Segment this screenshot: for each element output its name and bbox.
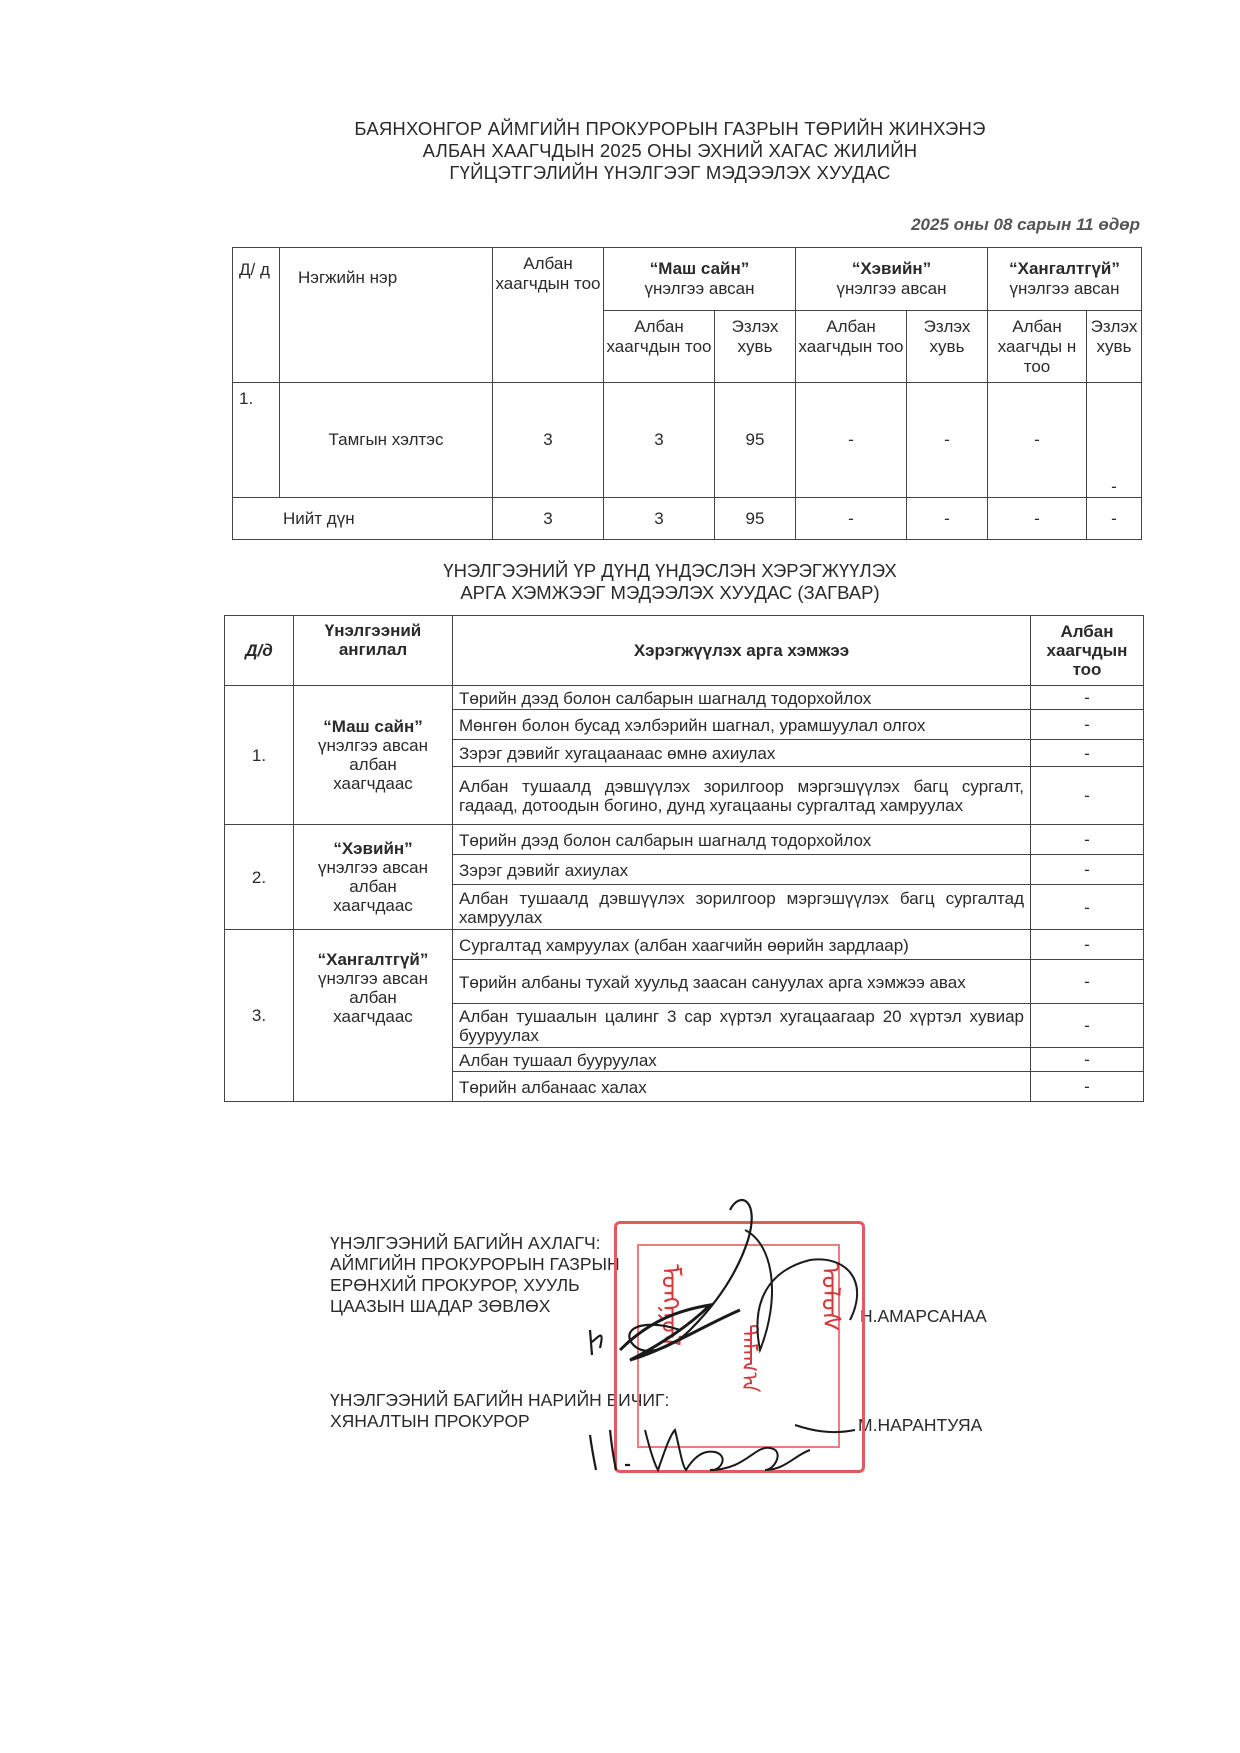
sub-share-excellent: Эзлэх хувь: [715, 311, 796, 383]
group-3-action-1: Сургалтад хамруулах (албан хаагчийн өөрийн зардлаар): [453, 930, 1031, 960]
group-1-action-3: Зэрэг дэвийг хугацаанаас өмнө ахиулах: [453, 740, 1031, 767]
sub-count-excellent: Албан хаагчдын тоо: [604, 311, 715, 383]
group-poor-sub: үнэлгээ авсан: [1009, 279, 1120, 298]
group-1-action-1: Төрийн дээд болон салбарын шагналд тодорхойлох: [453, 686, 1031, 710]
group-2-category-title: “Хэвийн”: [333, 839, 413, 858]
group-3-action-5: Төрийн албанаас халах: [453, 1072, 1031, 1102]
group-poor-title: “Хангалтгүй”: [1009, 259, 1120, 278]
group-3-action-2: Төрийн албаны тухай хуульд заасан сануулах арга хэмжээ авах: [453, 960, 1031, 1004]
group-2-category: [294, 825, 453, 930]
group-excellent-sub: үнэлгээ авсан: [644, 279, 755, 298]
col-category-header: Үнэлгээний ангилал: [294, 616, 453, 686]
group-3-category-title: “Хангалтгүй”: [317, 950, 429, 969]
group-normal-sub: үнэлгээ авсан: [836, 279, 947, 298]
secretary-line-1: ҮНЭЛГЭЭНИЙ БАГИЙН НАРИЙН БИЧИГ:: [330, 1390, 670, 1410]
group-2-action-2: Зэрэг дэвийг ахиулах: [453, 855, 1031, 885]
group-3-action-4: Албан тушаал бууруулах: [453, 1048, 1031, 1072]
stamp-script-center-icon: ᠲᠠᠮᠠᠭ᠎ᠠ: [736, 1324, 761, 1393]
head-line-1: ҮНЭЛГЭЭНИЙ БАГИЙН АХЛАГЧ:: [330, 1233, 601, 1253]
group-2-category-rest: үнэлгээ авсан албан хаагчдаас: [317, 858, 429, 915]
table-row: [233, 383, 1142, 498]
group-1-category-title: “Маш сайн”: [323, 717, 423, 736]
group-1-count-3: -: [1031, 740, 1144, 767]
stamp-script-right-icon: ᠤᠯᠤᠰ: [815, 1264, 845, 1332]
row-norm-count: -: [796, 383, 907, 498]
section-subtitle: [300, 560, 1040, 604]
group-normal-header: [796, 248, 988, 311]
measures-table: [224, 615, 1144, 1102]
row-staff: 3: [493, 383, 604, 498]
group-2-action-1: Төрийн дээд болон салбарын шагналд тодорхойлох: [453, 825, 1031, 855]
group-2-count-3: -: [1031, 885, 1144, 930]
group-poor-header: [988, 248, 1142, 311]
total-poor-share: -: [1087, 498, 1142, 540]
group-1-count-4: -: [1031, 767, 1144, 825]
document-date: 2025 оны 08 сарын 11 өдөр: [911, 215, 1140, 234]
document-title: [300, 118, 1040, 184]
group-excellent-header: [604, 248, 796, 311]
subtitle-line-2: АРГА ХЭМЖЭЭГ МЭДЭЭЛЭХ ХУУДАС (ЗАГВАР): [460, 582, 880, 603]
group-3-count-5: -: [1031, 1072, 1144, 1102]
group-3-category-rest: үнэлгээ авсан албан хаагчдаас: [317, 969, 429, 1026]
handwritten-signatures-icon: [570, 1180, 870, 1510]
secretary-line-2: ХЯНАЛТЫН ПРОКУРОР: [330, 1411, 530, 1431]
head-signatory-name: Н.АМАРСАНАА: [860, 1306, 987, 1326]
title-line-2: АЛБАН ХААГЧДЫН 2025 ОНЫ ЭХНИЙ ХАГАС ЖИЛИЙН: [422, 140, 918, 161]
row-unit: Тамгын хэлтэс: [280, 383, 493, 498]
group-2-count-1: -: [1031, 825, 1144, 855]
row-norm-share: -: [907, 383, 988, 498]
group-3-no: 3.: [225, 930, 294, 1102]
col-no-header: Д/ д: [233, 248, 280, 383]
stamp-script-left-icon: ᠮᠣᠩᠭᠣᠯ: [655, 1264, 685, 1347]
head-line-2: АЙМГИЙН ПРОКУРОРЫН ГАЗРЫН: [330, 1254, 620, 1274]
group-1-no: 1.: [225, 686, 294, 825]
group-1-category: [294, 686, 453, 825]
group-1-action-2: Мөнгөн болон бусад хэлбэрийн шагнал, урамшуулал олгох: [453, 710, 1031, 740]
table-row: [225, 825, 1144, 855]
col-staff-header-2: Албан хаагчдын тоо: [1031, 616, 1144, 686]
total-norm-share: -: [907, 498, 988, 540]
group-2-action-3: Албан тушаалд дэвшүүлэх зорилгоор мэргэшүүлэх багц сургалтад хамруулах: [453, 885, 1031, 930]
sub-count-poor: Албан хаагчды н тоо: [988, 311, 1087, 383]
total-exc-count: 3: [604, 498, 715, 540]
col-staff-header: Албан хаагчдын тоо: [493, 248, 604, 383]
group-1-count-2: -: [1031, 710, 1144, 740]
group-1-action-4: Албан тушаалд дэвшүүлэх зорилгоор мэргэшүүлэх багц сургалт, гадаад, дотоодын богино, дунд хугацааны сургалтад хамруулах: [453, 767, 1031, 825]
group-1-count-1: -: [1031, 686, 1144, 710]
sub-share-normal: Эзлэх хувь: [907, 311, 988, 383]
group-3-action-3: Албан тушаалын цалинг 3 сар хүртэл хугацаагаар 20 хүртэл хувиар бууруулах: [453, 1004, 1031, 1048]
group-excellent-title: “Маш сайн”: [649, 259, 750, 278]
table-row: [225, 930, 1144, 960]
row-exc-count: 3: [604, 383, 715, 498]
total-poor-count: -: [988, 498, 1087, 540]
group-1-category-rest: үнэлгээ авсан албан хаагчдаас: [317, 736, 429, 793]
group-normal-title: “Хэвийн”: [851, 259, 932, 278]
sub-share-poor: Эзлэх хувь: [1087, 311, 1142, 383]
table-row: [225, 686, 1144, 710]
col-action-header: Хэрэгжүүлэх арга хэмжээ: [453, 616, 1031, 686]
head-line-3: ЕРӨНХИЙ ПРОКУРОР, ХУУЛЬ: [330, 1275, 580, 1295]
row-exc-share: 95: [715, 383, 796, 498]
head-line-4: ЦААЗЫН ШАДАР ЗӨВЛӨХ: [330, 1296, 551, 1316]
sub-count-normal: Албан хаагчдын тоо: [796, 311, 907, 383]
group-2-no: 2.: [225, 825, 294, 930]
group-3-count-2: -: [1031, 960, 1144, 1004]
row-poor-count: -: [988, 383, 1087, 498]
group-3-count-4: -: [1031, 1048, 1144, 1072]
total-staff: 3: [493, 498, 604, 540]
subtitle-line-1: ҮНЭЛГЭЭНИЙ ҮР ДҮНД ҮНДЭСЛЭН ХЭРЭГЖҮҮЛЭХ: [443, 560, 897, 581]
row-no: 1.: [233, 383, 280, 498]
col-unit-header: Нэгжийн нэр: [280, 248, 493, 383]
secretary-signatory-name: М.НАРАНТУЯА: [858, 1415, 983, 1435]
title-line-3: ГҮЙЦЭТГЭЛИЙН ҮНЭЛГЭЭГ МЭДЭЭЛЭХ ХУУДАС: [449, 162, 891, 183]
total-exc-share: 95: [715, 498, 796, 540]
total-row: [233, 498, 1142, 540]
col-no-header-2: Д/д: [225, 616, 294, 686]
title-line-1: БАЯНХОНГОР АЙМГИЙН ПРОКУРОРЫН ГАЗРЫН ТӨРИЙН ЖИНХЭНЭ: [354, 118, 986, 139]
group-3-count-1: -: [1031, 930, 1144, 960]
total-label: Нийт дүн: [233, 498, 493, 540]
row-poor-share: -: [1087, 383, 1142, 498]
total-norm-count: -: [796, 498, 907, 540]
group-3-category: [294, 930, 453, 1102]
group-2-count-2: -: [1031, 855, 1144, 885]
evaluation-summary-table: [232, 247, 1142, 540]
group-3-count-3: -: [1031, 1004, 1144, 1048]
